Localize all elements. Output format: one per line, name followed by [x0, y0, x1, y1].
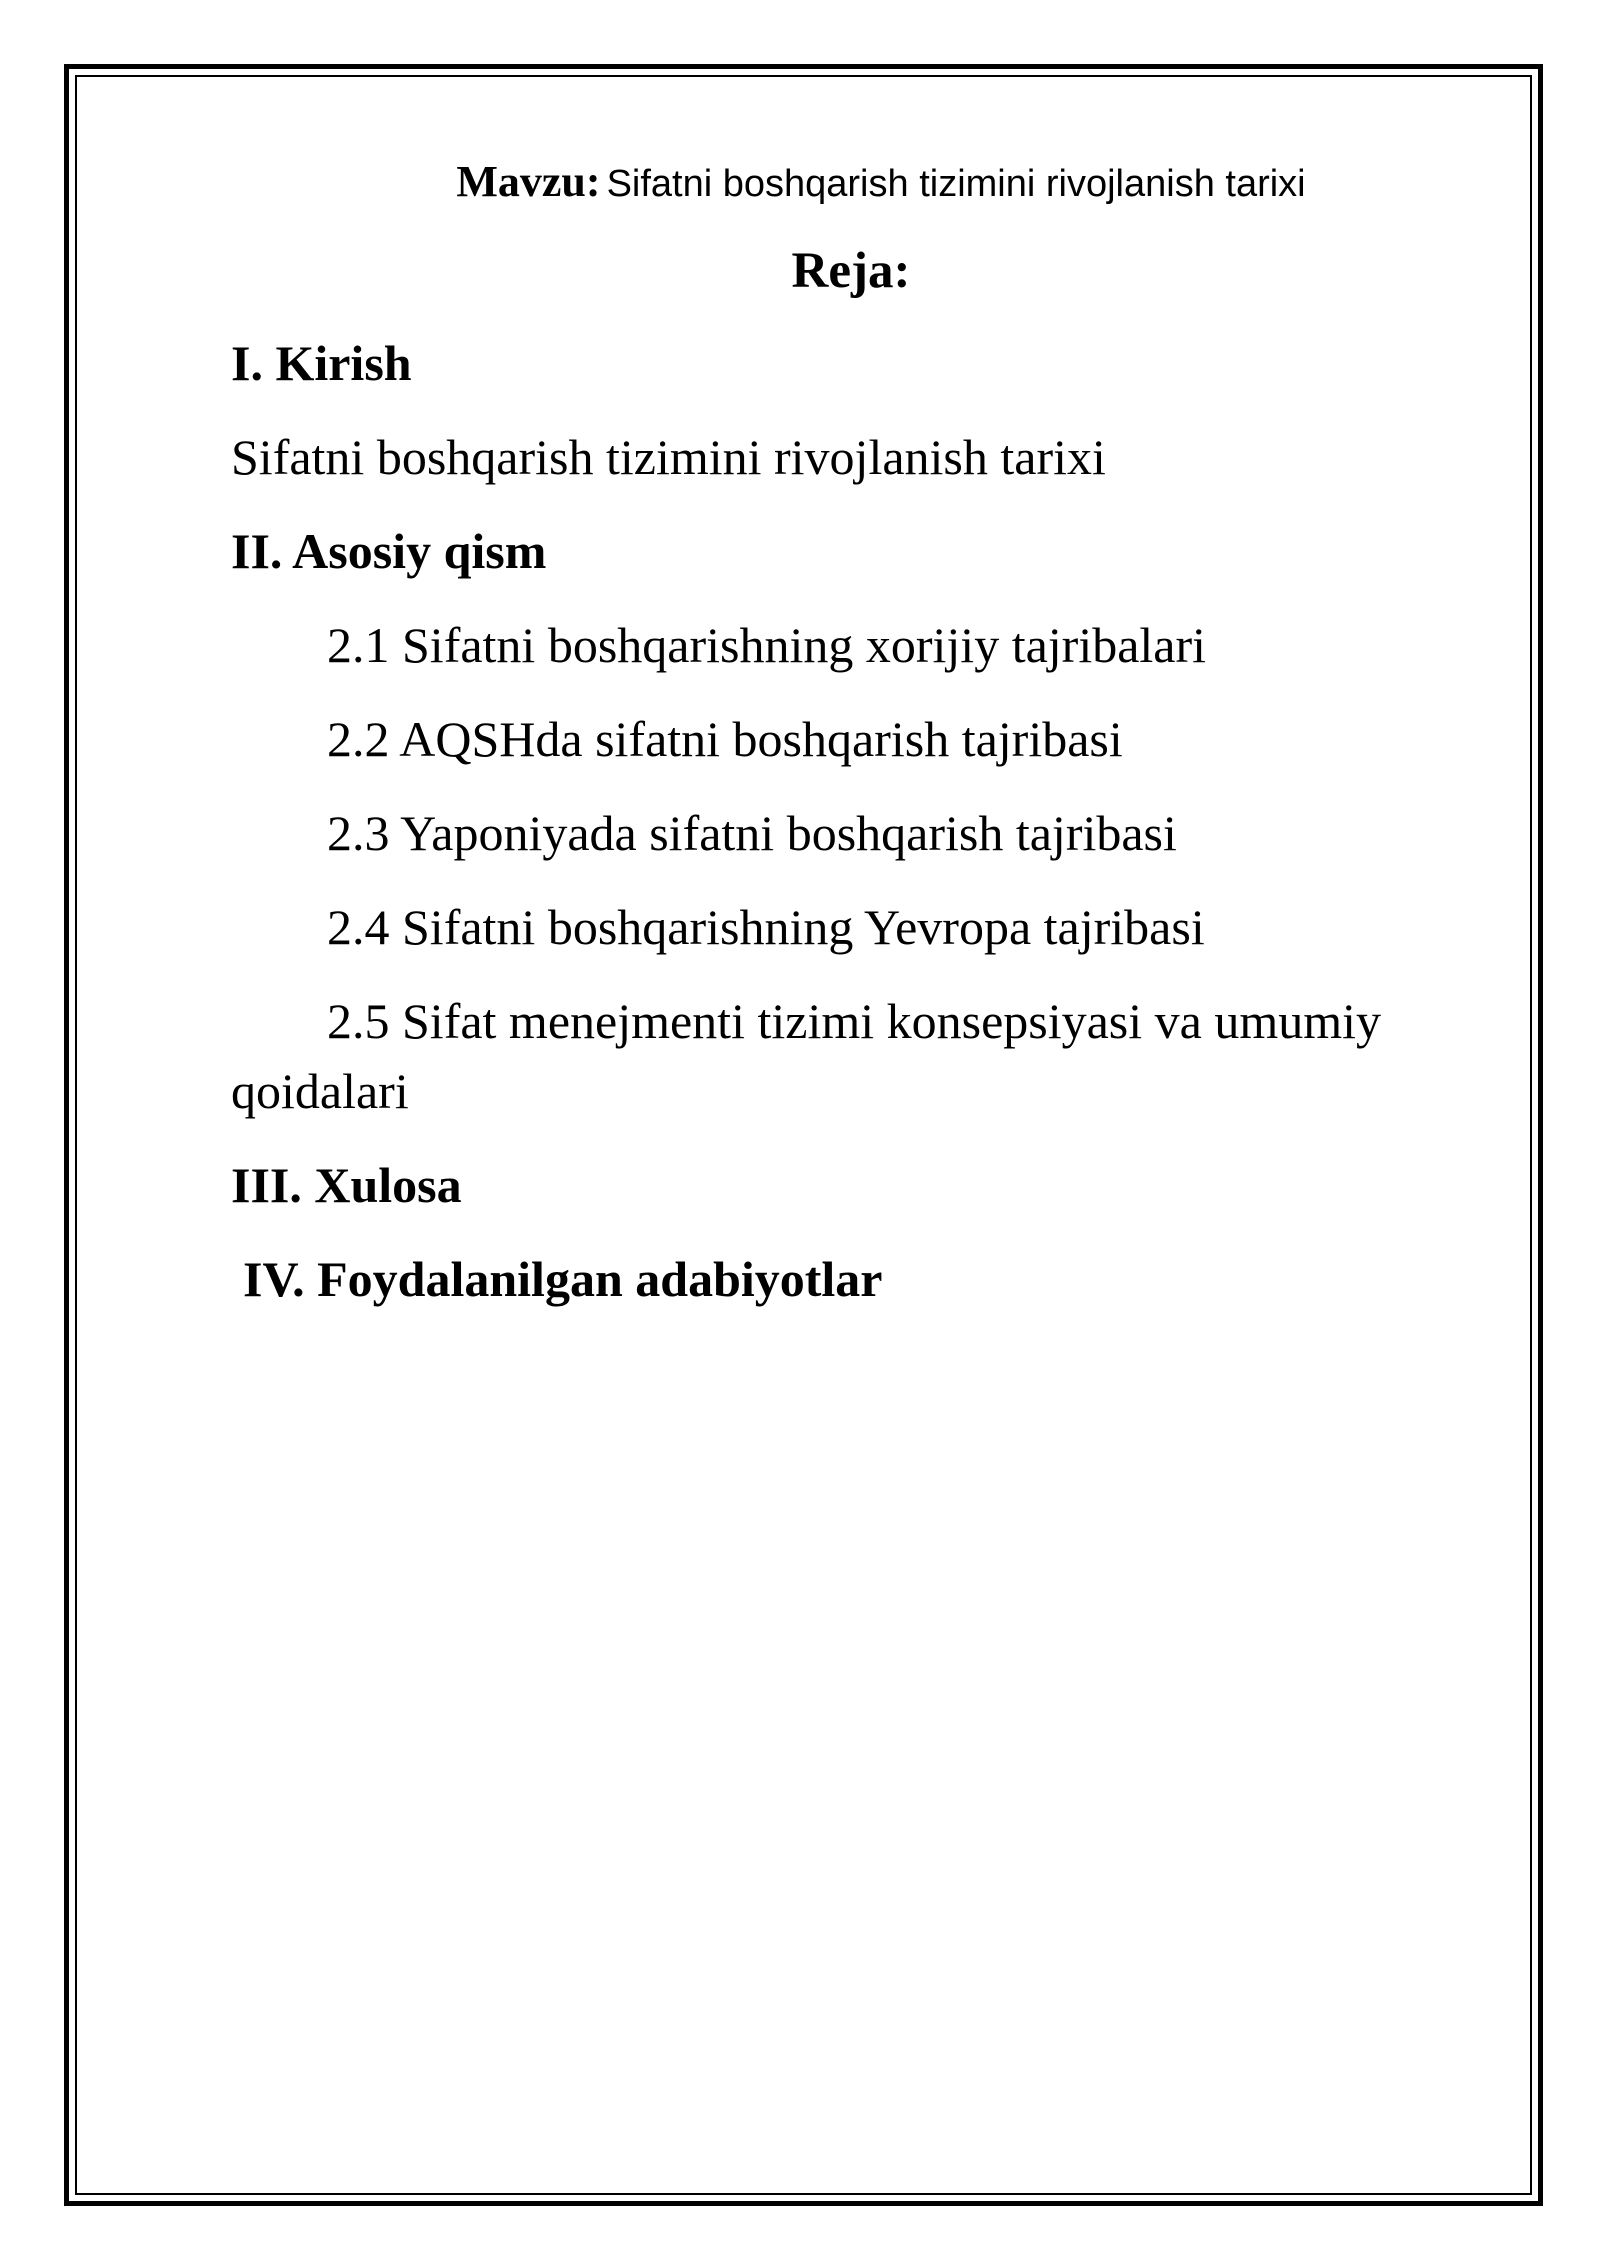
introduction-text: Sifatni boshqarish tizimini rivojlanish tarixi	[231, 429, 1106, 485]
subsection-2-1: 2.1 Sifatni boshqarishning xorijiy tajribalari	[327, 617, 1207, 673]
subsection-2-4: 2.4 Sifatni boshqarishning Yevropa tajribasi	[327, 899, 1205, 955]
section-references: IV. Foydalanilgan adabiyotlar	[243, 1251, 883, 1307]
subsection-2-3: 2.3 Yaponiyada sifatni boshqarish tajribasi	[327, 805, 1177, 861]
subsection-2-2: 2.2 AQSHda sifatni boshqarish tajribasi	[327, 711, 1123, 767]
plan-title: Reja:	[791, 243, 911, 299]
topic-text: Sifatni boshqarish tizimini rivojlanish tarixi	[606, 163, 1306, 205]
topic-label: Mavzu:	[456, 157, 601, 206]
section-introduction: I. Kirish	[231, 335, 412, 391]
section-main-part: II. Asosiy qism	[231, 523, 547, 579]
document-content	[231, 150, 1471, 1314]
subsection-2-5: 2.5 Sifat menejmenti tizimi konsepsiyasi va umumiy qoidalari	[231, 993, 1382, 1119]
section-conclusion: III. Xulosa	[231, 1157, 462, 1213]
topic-line	[291, 150, 1471, 214]
